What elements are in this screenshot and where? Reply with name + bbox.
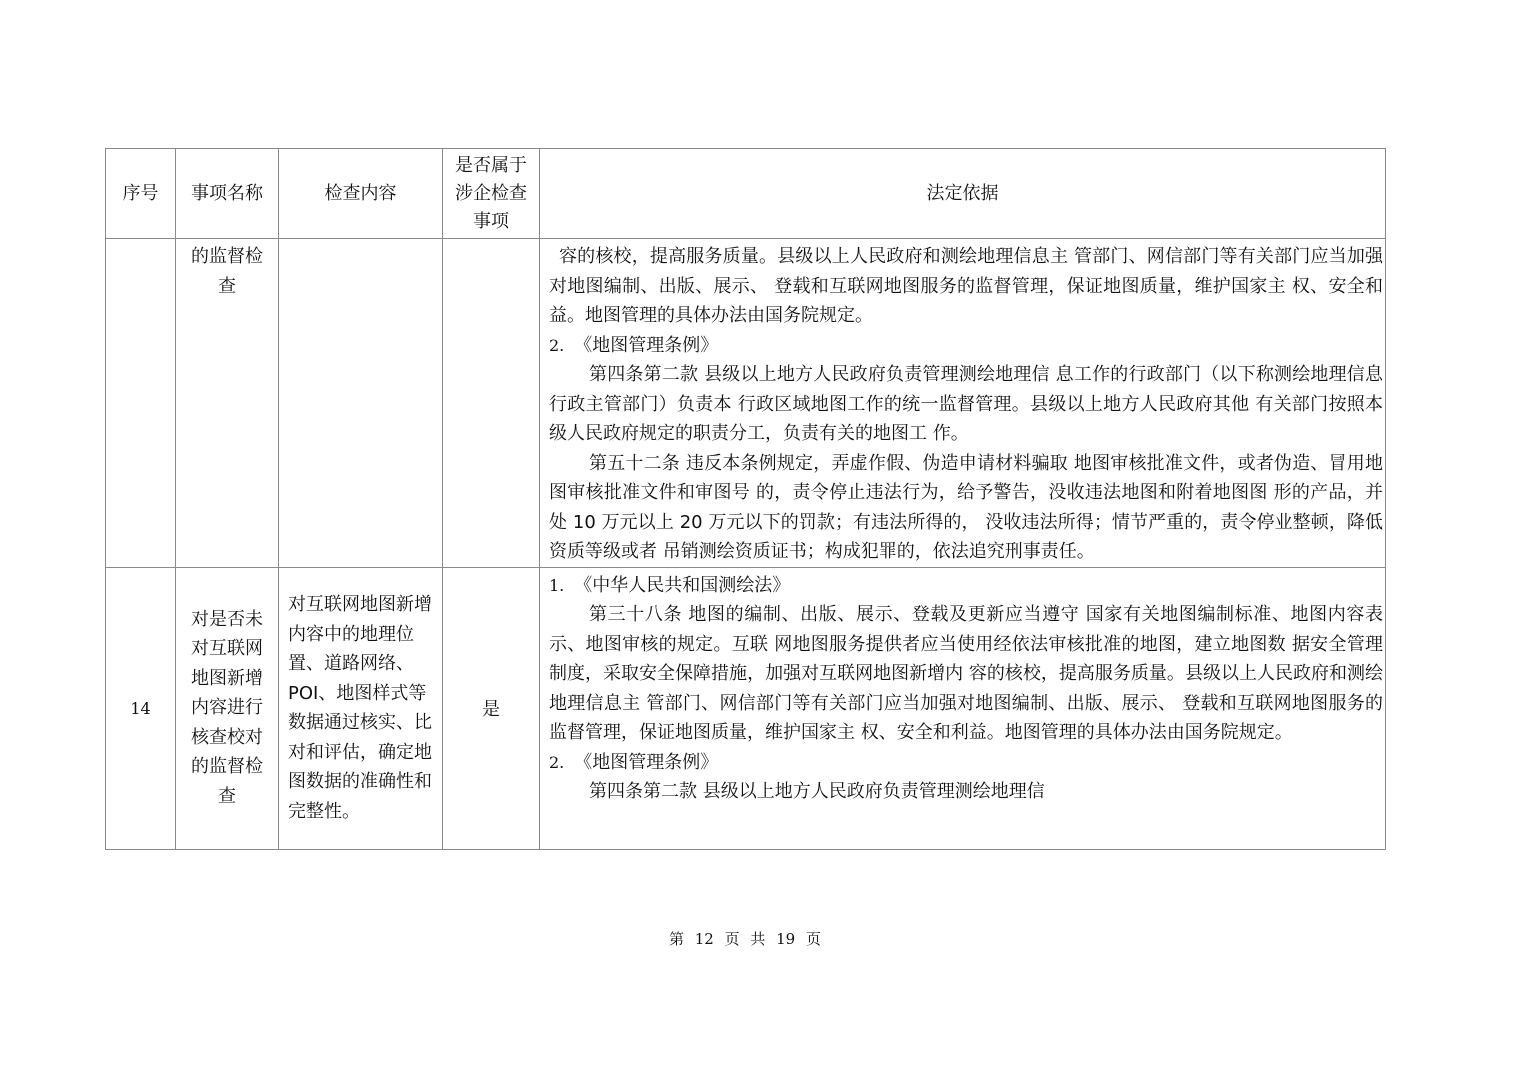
legal-basis-cell: [540, 567, 1386, 849]
is-enterprise-cell: 是: [443, 567, 540, 849]
basis-text: 第四条第二款 县级以上地方人民政府负责管理测绘地理信 息工作的行政部门（以下称测绘地理信息行政主管部门）负责本 行政区域地图工作的统一监督管理。县级以上地方人民政府其他 有关部门按照本级人民政府规定的职责分工，负责有关的地图工 作。: [549, 364, 1383, 444]
basis-paragraph: [549, 600, 1383, 748]
header-seq: 序号: [106, 149, 176, 239]
table-row: [106, 239, 1386, 568]
check-content-cell: [279, 239, 443, 568]
basis-text: 第四条第二款 县级以上地方人民政府负责管理测绘地理信: [589, 781, 1045, 802]
basis-paragraph: [549, 777, 1383, 807]
basis-text: 《地图管理条例》: [574, 751, 719, 773]
header-is-enterprise: [443, 149, 540, 239]
legal-basis-cell: [540, 239, 1386, 568]
table-header-row: [106, 149, 1386, 239]
basis-number: 1.: [549, 575, 565, 595]
is-enterprise-cell: [443, 239, 540, 568]
seq-cell: [106, 239, 176, 568]
basis-paragraph: [549, 748, 1383, 778]
basis-paragraph: [549, 571, 1383, 601]
inspection-table: [105, 148, 1386, 850]
basis-text: 《中华人民共和国测绘法》: [574, 574, 791, 596]
seq-number: 14: [130, 698, 151, 718]
header-legal-basis: 法定依据: [540, 149, 1386, 239]
basis-text: 《地图管理条例》: [574, 334, 719, 356]
basis-text: 第三十八条 地图的编制、出版、展示、登载及更新应当遵守 国家有关地图编制标准、地图内容表示、地图审核的规定。互联 网地图服务提供者应当使用经依法审核批准的地图，建立地图数 据安全管理制度，采取安全保障措施，加强对互联网地图新增内 容的核校，提高服务质量。县级以上人民政府和测绘地理信息主 管部门、网信部门等有关部门应当加强对地图编制、出版、展示、 登载和互联网地图服务的监督管理，保证地图质量，维护国家主 权、安全和利益。地图管理的具体办法由国务院规定。: [549, 604, 1383, 743]
basis-paragraph: [549, 360, 1383, 449]
basis-text: 第五十二条 违反本条例规定，弄虚作假、伪造申请材料骗取 地图审核批准文件，或者伪造、冒用地图审核批准文件和审图号 的，责令停止违法行为，给予警告，没收违法地图和附着地图图 形的产品，并处 10 万元以上 20 万元以下的罚款；有违法所得的， 没收违法所得；情节严重的，责令停业整顿，降低资质等级或者 吊销测绘资质证书；构成犯罪的，依法追究刑事责任。: [549, 452, 1383, 562]
basis-text: 容的核校，提高服务质量。县级以上人民政府和测绘地理信息主 管部门、网信部门等有关部门应当加强对地图编制、出版、展示、 登载和互联网地图服务的监督管理，保证地图质量，维护国家主 权、安全和益。地图管理的具体办法由国务院规定。: [549, 246, 1383, 326]
seq-cell: [106, 567, 176, 849]
basis-paragraph: [549, 449, 1383, 567]
basis-paragraph: [549, 242, 1383, 331]
basis-paragraph: [549, 331, 1383, 361]
basis-number: 2.: [549, 752, 565, 772]
check-content-cell: 对互联网地图新增内容中的地理位置、道路网络、POI、地图样式等数据通过核实、比对和评估，确定地图数据的准确性和完整性。: [279, 567, 443, 849]
table-row: [106, 567, 1386, 849]
item-name-cell: 对是否未对互联网地图新增内容进行核查校对的监督检查: [176, 567, 279, 849]
header-item-name: 事项名称: [176, 149, 279, 239]
header-check-content: 检查内容: [279, 149, 443, 239]
header-is-enterprise-label: 是否属于涉企检查事项: [455, 154, 527, 232]
basis-number: 2.: [549, 335, 565, 355]
page-footer: 第 12 页 共 19 页: [668, 930, 821, 948]
item-name-cell: 的监督检查: [176, 239, 279, 568]
